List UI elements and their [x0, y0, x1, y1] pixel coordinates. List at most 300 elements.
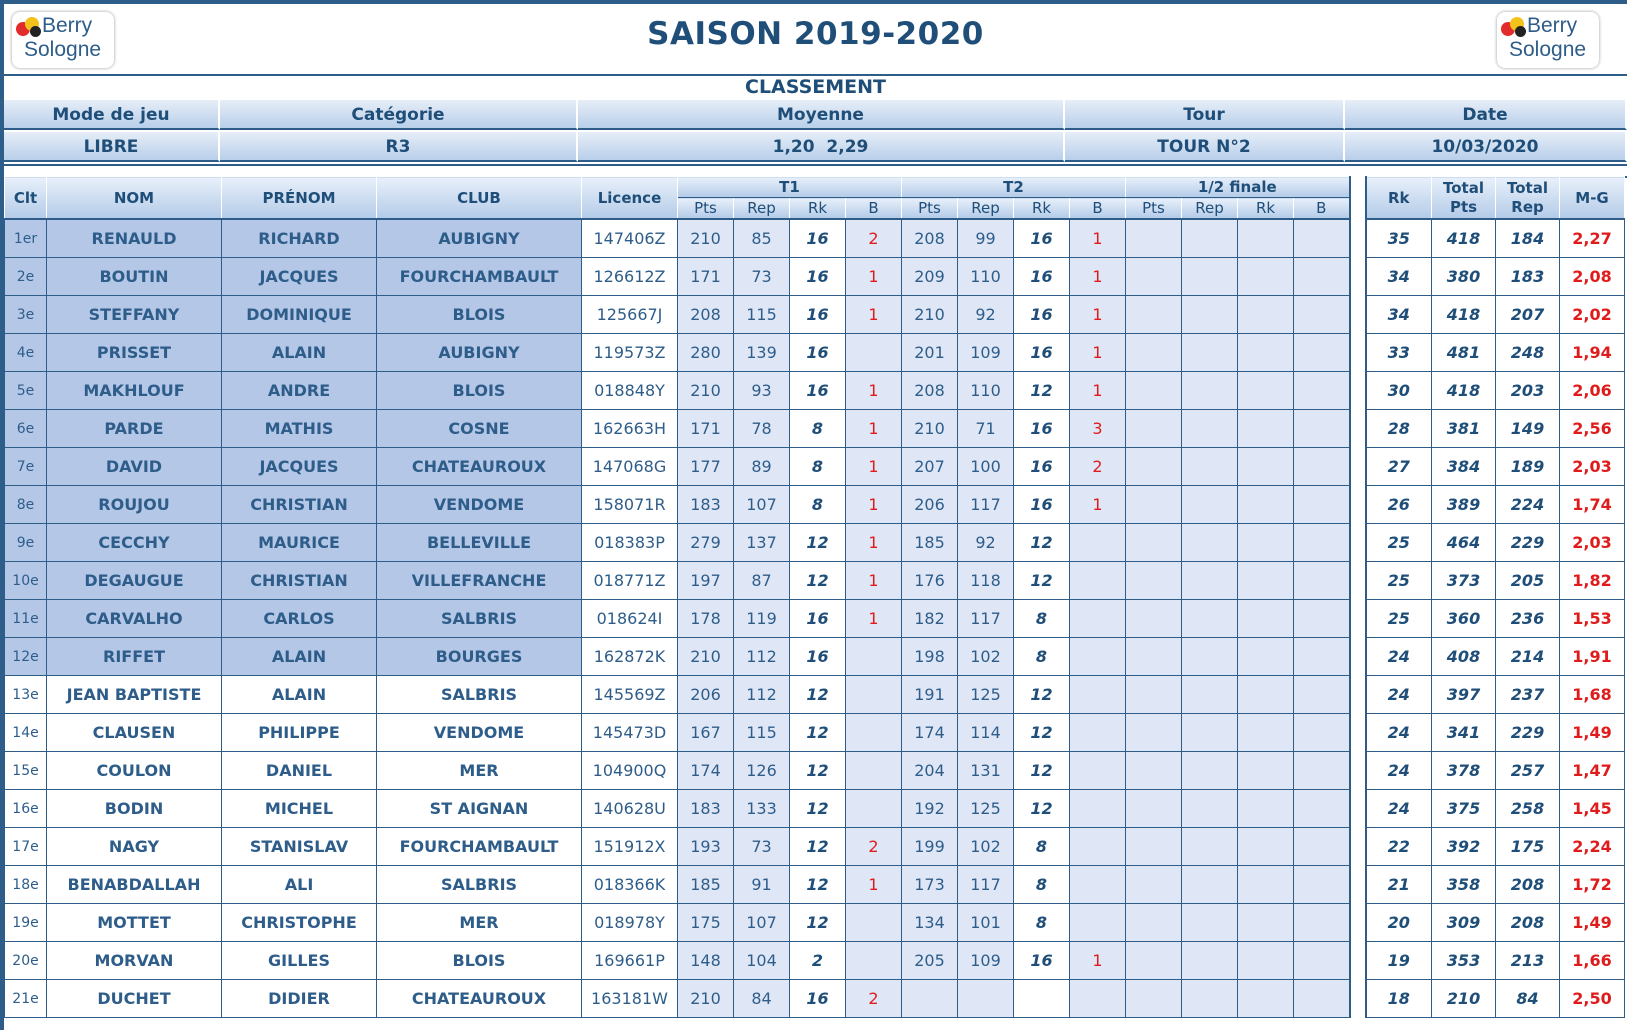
rk-total-cell: 18 [1366, 980, 1432, 1018]
rank-cell: 4e [5, 334, 47, 372]
table-row [5, 372, 1625, 410]
total-pts-cell: 408 [1432, 638, 1496, 676]
table-row [5, 904, 1625, 942]
final-pts-cell [1126, 524, 1182, 562]
prenom-cell: ALAIN [222, 676, 377, 714]
t2-pts-cell [902, 980, 958, 1018]
final-pts-cell [1126, 752, 1182, 790]
gap-cell [1350, 752, 1366, 790]
licence-cell: 145569Z [582, 676, 678, 714]
gap-cell [1350, 296, 1366, 334]
total-pts-cell: 381 [1432, 410, 1496, 448]
gap-cell [1350, 258, 1366, 296]
club-cell: MER [377, 904, 582, 942]
t1-rep-cell: 119 [734, 600, 790, 638]
nom-cell: JEAN BAPTISTE [47, 676, 222, 714]
final-rk-cell [1238, 334, 1294, 372]
final-pts-cell [1126, 676, 1182, 714]
table-body [5, 219, 1625, 1018]
t2-pts-cell: 182 [902, 600, 958, 638]
gap-cell [1350, 486, 1366, 524]
licence-cell: 125667J [582, 296, 678, 334]
logo-right [1497, 12, 1599, 68]
final-pts-cell [1126, 448, 1182, 486]
t2-pts-cell: 209 [902, 258, 958, 296]
t2-rep-cell: 117 [958, 600, 1014, 638]
final-b-cell [1294, 486, 1350, 524]
t1-pts-cell: 279 [678, 524, 734, 562]
prenom-cell: DIDIER [222, 980, 377, 1018]
rk-total-cell: 19 [1366, 942, 1432, 980]
t1-pts-cell: 210 [678, 980, 734, 1018]
t2-rk-cell: 16 [1014, 448, 1070, 486]
nom-cell: RIFFET [47, 638, 222, 676]
gap-cell [1350, 524, 1366, 562]
col-t2-rep: Rep [958, 198, 1014, 220]
nom-cell: BODIN [47, 790, 222, 828]
t2-pts-cell: 174 [902, 714, 958, 752]
final-pts-cell [1126, 410, 1182, 448]
t2-rk-cell: 16 [1014, 334, 1070, 372]
mg-cell: 1,49 [1560, 904, 1625, 942]
total-rep-cell: 224 [1496, 486, 1560, 524]
final-b-cell [1294, 600, 1350, 638]
rk-total-cell: 24 [1366, 676, 1432, 714]
t1-rk-cell: 12 [790, 524, 846, 562]
final-pts-cell [1126, 828, 1182, 866]
t2-rep-cell [958, 980, 1014, 1018]
t1-rk-cell: 16 [790, 296, 846, 334]
final-rep-cell [1182, 790, 1238, 828]
total-rep-cell: 189 [1496, 448, 1560, 486]
nom-cell: DUCHET [47, 980, 222, 1018]
final-pts-cell [1126, 296, 1182, 334]
t1-b-cell: 2 [846, 980, 902, 1018]
t2-rk-cell: 12 [1014, 790, 1070, 828]
t1-rep-cell: 137 [734, 524, 790, 562]
club-cell: SALBRIS [377, 676, 582, 714]
t1-b-cell [846, 790, 902, 828]
rank-cell: 13e [5, 676, 47, 714]
nom-cell: PARDE [47, 410, 222, 448]
total-rep-cell: 84 [1496, 980, 1560, 1018]
final-rk-cell [1238, 448, 1294, 486]
final-rep-cell [1182, 448, 1238, 486]
gap-cell [1350, 410, 1366, 448]
t1-rk-cell: 8 [790, 486, 846, 524]
prenom-cell: DOMINIQUE [222, 296, 377, 334]
t2-pts-cell: 208 [902, 219, 958, 258]
t2-rep-cell: 92 [958, 296, 1014, 334]
licence-cell: 104900Q [582, 752, 678, 790]
t1-b-cell [846, 904, 902, 942]
club-cell: MER [377, 752, 582, 790]
mg-cell: 2,03 [1560, 524, 1625, 562]
col-total-pts: Total Pts [1432, 177, 1496, 220]
t2-pts-cell: 176 [902, 562, 958, 600]
mg-cell: 2,50 [1560, 980, 1625, 1018]
col-final-pts: Pts [1126, 198, 1182, 220]
rank-cell: 12e [5, 638, 47, 676]
mg-cell: 2,08 [1560, 258, 1625, 296]
club-cell: FOURCHAMBAULT [377, 828, 582, 866]
t2-pts-cell: 206 [902, 486, 958, 524]
rank-cell: 19e [5, 904, 47, 942]
final-rk-cell [1238, 219, 1294, 258]
final-rep-cell [1182, 714, 1238, 752]
t2-b-cell [1070, 714, 1126, 752]
t1-rk-cell: 12 [790, 904, 846, 942]
title-bar [4, 4, 1627, 76]
table-row [5, 980, 1625, 1018]
final-b-cell [1294, 524, 1350, 562]
rank-cell: 17e [5, 828, 47, 866]
col-t2-pts: Pts [902, 198, 958, 220]
licence-cell: 140628U [582, 790, 678, 828]
mg-cell: 1,45 [1560, 790, 1625, 828]
t1-rk-cell: 16 [790, 638, 846, 676]
mg-cell: 1,94 [1560, 334, 1625, 372]
nom-cell: RENAULD [47, 219, 222, 258]
t1-rk-cell: 2 [790, 942, 846, 980]
t2-pts-cell: 208 [902, 372, 958, 410]
t1-b-cell [846, 676, 902, 714]
t2-rep-cell: 110 [958, 258, 1014, 296]
table-row [5, 219, 1625, 258]
t2-rep-cell: 117 [958, 486, 1014, 524]
t1-rk-cell: 12 [790, 676, 846, 714]
rank-cell: 20e [5, 942, 47, 980]
final-pts-cell [1126, 942, 1182, 980]
rk-total-cell: 26 [1366, 486, 1432, 524]
info-label-tour: Tour [1065, 100, 1345, 130]
t1-rk-cell: 12 [790, 790, 846, 828]
t2-b-cell [1070, 752, 1126, 790]
col-total-rep: Total Rep [1496, 177, 1560, 220]
final-pts-cell [1126, 486, 1182, 524]
table-header-row [5, 177, 1625, 198]
club-cell: FOURCHAMBAULT [377, 258, 582, 296]
table-row [5, 562, 1625, 600]
final-pts-cell [1126, 904, 1182, 942]
t1-pts-cell: 193 [678, 828, 734, 866]
club-cell: BLOIS [377, 372, 582, 410]
t2-rk-cell: 16 [1014, 942, 1070, 980]
t1-b-cell: 1 [846, 600, 902, 638]
t2-rep-cell: 125 [958, 790, 1014, 828]
t2-pts-cell: 192 [902, 790, 958, 828]
prenom-cell: DANIEL [222, 752, 377, 790]
t1-pts-cell: 167 [678, 714, 734, 752]
mg-cell: 1,68 [1560, 676, 1625, 714]
rk-total-cell: 24 [1366, 638, 1432, 676]
final-rep-cell [1182, 866, 1238, 904]
final-rk-cell [1238, 676, 1294, 714]
t1-rk-cell: 16 [790, 334, 846, 372]
col-gap [1350, 177, 1366, 220]
gap-cell [1350, 828, 1366, 866]
licence-cell: 147068G [582, 448, 678, 486]
final-rk-cell [1238, 904, 1294, 942]
final-rep-cell [1182, 219, 1238, 258]
t2-pts-cell: 199 [902, 828, 958, 866]
mg-cell: 2,02 [1560, 296, 1625, 334]
final-b-cell [1294, 296, 1350, 334]
mg-cell: 1,66 [1560, 942, 1625, 980]
final-b-cell [1294, 219, 1350, 258]
t1-pts-cell: 210 [678, 372, 734, 410]
club-cell: VILLEFRANCHE [377, 562, 582, 600]
prenom-cell: CARLOS [222, 600, 377, 638]
club-cell: BELLEVILLE [377, 524, 582, 562]
total-pts-cell: 375 [1432, 790, 1496, 828]
t2-pts-cell: 205 [902, 942, 958, 980]
t2-b-cell: 1 [1070, 486, 1126, 524]
info-label-date: Date [1345, 100, 1627, 130]
total-rep-cell: 175 [1496, 828, 1560, 866]
mg-cell: 2,27 [1560, 219, 1625, 258]
licence-cell: 018848Y [582, 372, 678, 410]
licence-cell: 018366K [582, 866, 678, 904]
mg-cell: 1,49 [1560, 714, 1625, 752]
t2-rk-cell: 12 [1014, 562, 1070, 600]
gap-cell [1350, 219, 1366, 258]
t1-pts-cell: 210 [678, 638, 734, 676]
prenom-cell: JACQUES [222, 448, 377, 486]
t1-b-cell: 2 [846, 219, 902, 258]
col-t2-rk: Rk [1014, 198, 1070, 220]
club-cell: AUBIGNY [377, 219, 582, 258]
t2-rep-cell: 102 [958, 638, 1014, 676]
t2-b-cell [1070, 600, 1126, 638]
licence-cell: 018771Z [582, 562, 678, 600]
t2-b-cell: 3 [1070, 410, 1126, 448]
total-pts-cell: 210 [1432, 980, 1496, 1018]
t2-rk-cell: 16 [1014, 486, 1070, 524]
rank-cell: 10e [5, 562, 47, 600]
t1-rk-cell: 12 [790, 714, 846, 752]
nom-cell: DAVID [47, 448, 222, 486]
nom-cell: BOUTIN [47, 258, 222, 296]
t1-pts-cell: 148 [678, 942, 734, 980]
final-rk-cell [1238, 714, 1294, 752]
club-cell: ST AIGNAN [377, 790, 582, 828]
t1-rep-cell: 115 [734, 714, 790, 752]
gap-cell [1350, 372, 1366, 410]
info-value-row [4, 132, 1627, 162]
rk-total-cell: 24 [1366, 714, 1432, 752]
t2-b-cell: 1 [1070, 334, 1126, 372]
info-value-date: 10/03/2020 [1345, 132, 1627, 162]
rk-total-cell: 27 [1366, 448, 1432, 486]
final-rk-cell [1238, 524, 1294, 562]
t1-rk-cell: 16 [790, 980, 846, 1018]
final-rep-cell [1182, 904, 1238, 942]
col-club: CLUB [377, 177, 582, 220]
mg-cell: 2,24 [1560, 828, 1625, 866]
t2-rep-cell: 118 [958, 562, 1014, 600]
t1-pts-cell: 185 [678, 866, 734, 904]
t2-b-cell [1070, 638, 1126, 676]
t1-pts-cell: 175 [678, 904, 734, 942]
table-row [5, 638, 1625, 676]
final-rk-cell [1238, 942, 1294, 980]
final-b-cell [1294, 372, 1350, 410]
t2-rk-cell: 12 [1014, 752, 1070, 790]
mg-cell: 1,53 [1560, 600, 1625, 638]
mg-cell: 1,74 [1560, 486, 1625, 524]
rk-total-cell: 22 [1366, 828, 1432, 866]
rk-total-cell: 33 [1366, 334, 1432, 372]
club-cell: BOURGES [377, 638, 582, 676]
info-value-moyenne: 1,20 2,29 [578, 132, 1065, 162]
t1-rk-cell: 8 [790, 410, 846, 448]
final-rk-cell [1238, 866, 1294, 904]
t2-pts-cell: 204 [902, 752, 958, 790]
t1-rk-cell: 16 [790, 219, 846, 258]
col-t2-b: B [1070, 198, 1126, 220]
t2-b-cell [1070, 980, 1126, 1018]
t2-pts-cell: 191 [902, 676, 958, 714]
col-group-t1: T1 [678, 177, 902, 198]
total-rep-cell: 205 [1496, 562, 1560, 600]
total-rep-cell: 184 [1496, 219, 1560, 258]
section-title: CLASSEMENT [745, 76, 886, 98]
total-pts-cell: 341 [1432, 714, 1496, 752]
total-rep-cell: 149 [1496, 410, 1560, 448]
nom-cell: COULON [47, 752, 222, 790]
table-row [5, 296, 1625, 334]
t1-rep-cell: 84 [734, 980, 790, 1018]
total-rep-cell: 248 [1496, 334, 1560, 372]
t2-b-cell [1070, 790, 1126, 828]
nom-cell: MORVAN [47, 942, 222, 980]
final-rep-cell [1182, 372, 1238, 410]
t1-rep-cell: 91 [734, 866, 790, 904]
t1-rk-cell: 12 [790, 828, 846, 866]
nom-cell: NAGY [47, 828, 222, 866]
table-row [5, 866, 1625, 904]
total-pts-cell: 418 [1432, 219, 1496, 258]
t2-rk-cell [1014, 980, 1070, 1018]
total-pts-cell: 373 [1432, 562, 1496, 600]
nom-cell: DEGAUGUE [47, 562, 222, 600]
mg-cell: 1,72 [1560, 866, 1625, 904]
prenom-cell: ANDRE [222, 372, 377, 410]
t2-rep-cell: 117 [958, 866, 1014, 904]
total-rep-cell: 203 [1496, 372, 1560, 410]
logo-text-berry: Berry [42, 14, 93, 37]
t2-rk-cell: 8 [1014, 866, 1070, 904]
t1-b-cell: 1 [846, 296, 902, 334]
col-final-b: B [1294, 198, 1350, 220]
final-rk-cell [1238, 372, 1294, 410]
t2-b-cell: 1 [1070, 219, 1126, 258]
final-pts-cell [1126, 372, 1182, 410]
t1-b-cell: 1 [846, 258, 902, 296]
club-cell: CHATEAUROUX [377, 980, 582, 1018]
gap-cell [1350, 790, 1366, 828]
t1-rk-cell: 12 [790, 752, 846, 790]
final-b-cell [1294, 258, 1350, 296]
final-b-cell [1294, 676, 1350, 714]
t1-rep-cell: 78 [734, 410, 790, 448]
final-rk-cell [1238, 410, 1294, 448]
final-pts-cell [1126, 790, 1182, 828]
t2-pts-cell: 134 [902, 904, 958, 942]
t1-pts-cell: 208 [678, 296, 734, 334]
table-row [5, 828, 1625, 866]
gap-cell [1350, 448, 1366, 486]
logo-text-sologne: Sologne [1509, 38, 1587, 61]
t2-rk-cell: 8 [1014, 828, 1070, 866]
t2-rep-cell: 92 [958, 524, 1014, 562]
info-label-categorie: Catégorie [220, 100, 578, 130]
t1-rep-cell: 85 [734, 219, 790, 258]
t1-pts-cell: 178 [678, 600, 734, 638]
final-b-cell [1294, 714, 1350, 752]
final-pts-cell [1126, 562, 1182, 600]
t2-rk-cell: 16 [1014, 296, 1070, 334]
t2-rk-cell: 12 [1014, 372, 1070, 410]
total-rep-cell: 236 [1496, 600, 1560, 638]
final-rep-cell [1182, 410, 1238, 448]
t2-rep-cell: 131 [958, 752, 1014, 790]
licence-cell: 126612Z [582, 258, 678, 296]
total-rep-cell: 208 [1496, 866, 1560, 904]
final-b-cell [1294, 334, 1350, 372]
licence-cell: 151912X [582, 828, 678, 866]
t2-b-cell [1070, 562, 1126, 600]
t1-pts-cell: 171 [678, 410, 734, 448]
licence-cell: 018624I [582, 600, 678, 638]
t1-pts-cell: 171 [678, 258, 734, 296]
info-value-mode: LIBRE [4, 132, 220, 162]
final-pts-cell [1126, 600, 1182, 638]
rank-cell: 3e [5, 296, 47, 334]
t1-rk-cell: 12 [790, 866, 846, 904]
t2-b-cell: 1 [1070, 258, 1126, 296]
logo-text-berry: Berry [1527, 14, 1578, 37]
club-cell: VENDOME [377, 486, 582, 524]
col-t1-pts: Pts [678, 198, 734, 220]
t2-pts-cell: 201 [902, 334, 958, 372]
t2-rep-cell: 109 [958, 334, 1014, 372]
t2-pts-cell: 210 [902, 410, 958, 448]
rank-cell: 7e [5, 448, 47, 486]
total-rep-cell: 213 [1496, 942, 1560, 980]
prenom-cell: CHRISTOPHE [222, 904, 377, 942]
col-mg: M-G [1560, 177, 1625, 220]
t2-rep-cell: 110 [958, 372, 1014, 410]
t1-pts-cell: 206 [678, 676, 734, 714]
t2-rk-cell: 8 [1014, 600, 1070, 638]
licence-cell: 162872K [582, 638, 678, 676]
t2-pts-cell: 173 [902, 866, 958, 904]
final-rep-cell [1182, 942, 1238, 980]
t2-rk-cell: 12 [1014, 714, 1070, 752]
t2-rep-cell: 125 [958, 676, 1014, 714]
final-pts-cell [1126, 638, 1182, 676]
t1-pts-cell: 280 [678, 334, 734, 372]
rk-total-cell: 21 [1366, 866, 1432, 904]
t2-rk-cell: 12 [1014, 676, 1070, 714]
t2-pts-cell: 198 [902, 638, 958, 676]
final-rk-cell [1238, 790, 1294, 828]
t1-rep-cell: 112 [734, 676, 790, 714]
final-rk-cell [1238, 980, 1294, 1018]
t1-b-cell: 1 [846, 524, 902, 562]
